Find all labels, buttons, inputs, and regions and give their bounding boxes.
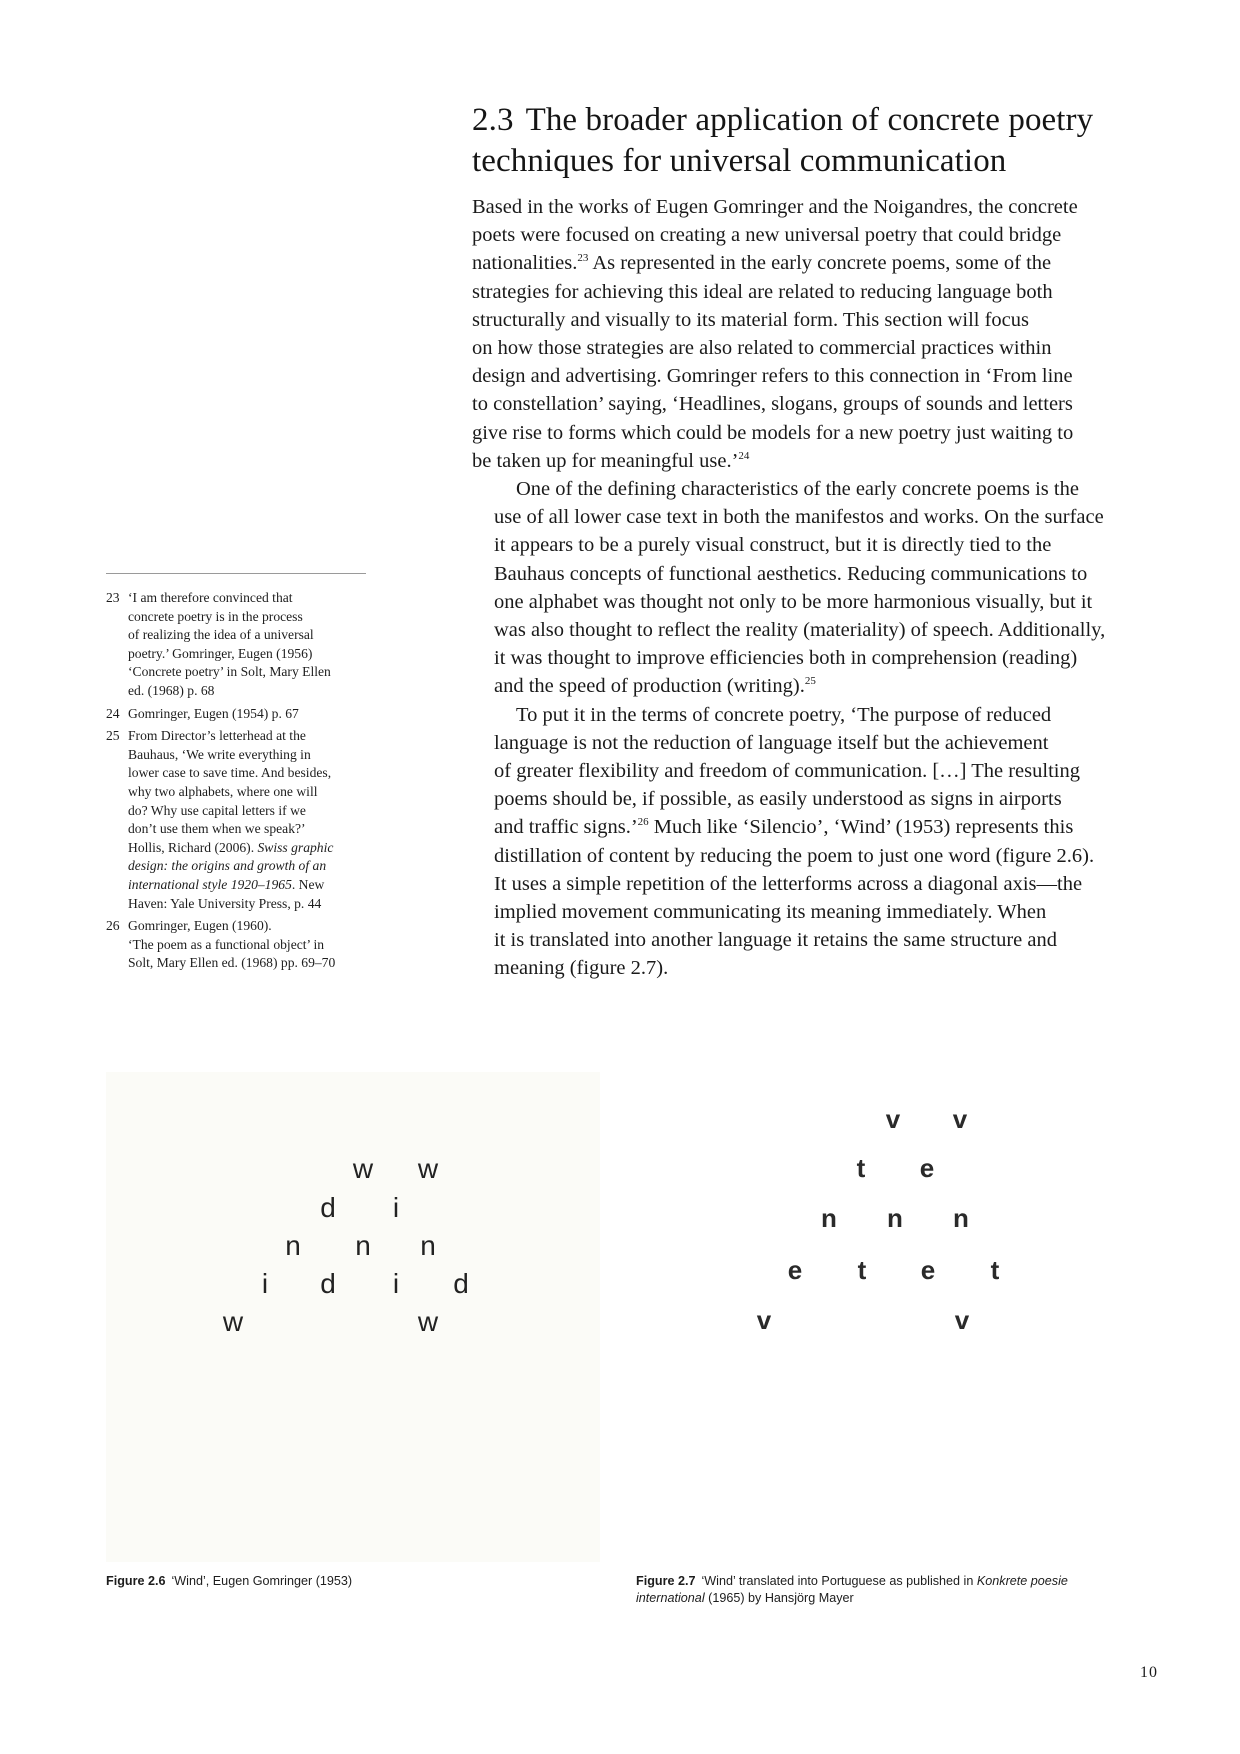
footnote-ref-24[interactable]: 24	[738, 449, 750, 462]
body-text	[472, 193, 1152, 983]
footnotes	[106, 589, 386, 977]
section-heading	[472, 100, 1172, 182]
footnote-number: 26	[106, 918, 120, 934]
figure-2-7-caption: Figure 2.7 ‘Wind’ translated into Portuguese as published in Konkrete poesie international (1965) by Hansjörg Mayer	[636, 1574, 1068, 1605]
paragraph-1: Based in the works of Eugen Gomringer and the Noigandres, the concrete poets were focused on creating a new universal poetry that could bridge nationalities.$^{23}$ As represented in the early concrete poems, some of the strategies for achieving this ideal are related to reducing language both structurally and visually to its material form. This section will focus on how those strategies are also related to commercial practices within design and advertising. Gomringer refers to this connection in ‘From line to constellation’ saying, ‘Headlines, slogans, groups of sounds and letters give rise to forms which could be models for a new poetry just waiting to be taken up for meaningful use.’$^{24}$	[472, 196, 1078, 472]
footnote-25: 25 From Director’s letterhead at the Bauhaus, ‘We write everything in lower case to save time. And besides, why two alphabets, where one will do? Why use capital letters if we don’t use them when we speak?’ Hollis, Richard (2006). Swiss graphic design: the origins and growth of an international style 1920–1965. New Haven: Yale University Press, p. 44	[106, 727, 386, 913]
figure-label: Figure 2.6	[106, 1574, 166, 1588]
poem-letter: n	[887, 1203, 903, 1233]
heading-line-1: 2.3 The broader application of concrete poetry	[472, 102, 1094, 138]
figure-2-6-wind-poem	[106, 1072, 600, 1562]
poem-letter: i	[261, 1268, 269, 1299]
poem-letter: n	[821, 1203, 837, 1233]
paragraph-3: To put it in the terms of concrete poetry, ‘The purpose of reduced language is not the reduction of language itself but the achievement of greater flexibility and freedom of communication. […] The resulting poems should be, if possible, as easily understood as signs in airports and traffic signs.’$^{26}$ Much like ‘Silencio’, ‘Wind’ (1953) represents this distillation of content by reducing the poem to just one word (figure 2.6). It uses a simple repetition of the letterforms across a diagonal axis—the implied movement communicating its meaning immediately. When it is translated into another language it retains the same structure and meaning (figure 2.7).	[494, 703, 1095, 980]
poem-letter: n	[420, 1230, 436, 1261]
footnote-number: 25	[106, 728, 120, 744]
footnote-divider	[106, 573, 366, 574]
footnote-23: 23 ‘I am therefore convinced that concrete poetry is in the process of realizing the idea of a universal poetry.’ Gomringer, Eugen (1956) ‘Concrete poetry’ in Solt, Mary Ellen ed. (1968) p. 68	[106, 589, 386, 701]
poem-letter: d	[320, 1268, 336, 1299]
poem-letter: n	[953, 1203, 969, 1233]
paragraph-2: One of the defining characteristics of the early concrete poems is the use of all lower case text in both the manifestos and works. On the surface it appears to be a purely visual construct, but it is directly tied to the Bauhaus concepts of functional aesthetics. Reducing communications to one alphabet was thought not only to be more harmonious visually, but it was also thought to reflect the reality (materiality) of speech. Additionally, it was thought to improve efficiencies both in comprehension (reading) and the speed of production (writing).$^{25}$	[494, 478, 1106, 698]
poem-letter: v	[885, 1104, 901, 1134]
footnote-number: 23	[106, 590, 120, 605]
footnote-26: 26 Gomringer, Eugen (1960). ‘The poem as a functional object’ in Solt, Mary Ellen ed. (1968) pp. 69–70	[106, 917, 386, 973]
poem-letter: w	[417, 1306, 439, 1337]
poem-letter: w	[417, 1153, 439, 1184]
figure-label: Figure 2.7	[636, 1574, 696, 1588]
poem-letter: w	[352, 1153, 374, 1184]
section-number: 2.3	[472, 102, 514, 138]
poem-letter: w	[222, 1306, 244, 1337]
figure-2-7-vento-poem	[640, 1072, 1140, 1562]
poem-letter: e	[920, 1255, 936, 1285]
footnote-ref-25[interactable]: 25	[804, 675, 816, 688]
poem-letter: e	[919, 1153, 935, 1183]
poem-letter: d	[453, 1268, 469, 1299]
poem-letter: i	[392, 1192, 400, 1223]
page-number: 10	[1140, 1664, 1158, 1681]
footnote-number: 24	[106, 705, 120, 721]
poem-letter: v	[952, 1104, 968, 1134]
poem-letter: i	[392, 1268, 400, 1299]
poem-letter: e	[787, 1255, 803, 1285]
poem-letter: t	[857, 1255, 867, 1285]
poem-letter: t	[856, 1153, 866, 1183]
poem-letter: v	[756, 1305, 772, 1335]
poem-letter: v	[954, 1305, 970, 1335]
poem-letter: n	[285, 1230, 301, 1261]
poem-letter: n	[355, 1230, 371, 1261]
poem-letter: d	[320, 1192, 336, 1223]
footnote-ref-26[interactable]: 26	[637, 816, 649, 829]
poem-letter: t	[990, 1255, 1000, 1285]
heading-line-2: techniques for universal communication	[472, 143, 1007, 179]
footnote-24: 24 Gomringer, Eugen (1954) p. 67	[106, 705, 386, 724]
footnote-ref-23[interactable]: 23	[577, 252, 589, 265]
figure-2-6-caption: Figure 2.6 ‘Wind’, Eugen Gomringer (1953)	[106, 1574, 353, 1588]
